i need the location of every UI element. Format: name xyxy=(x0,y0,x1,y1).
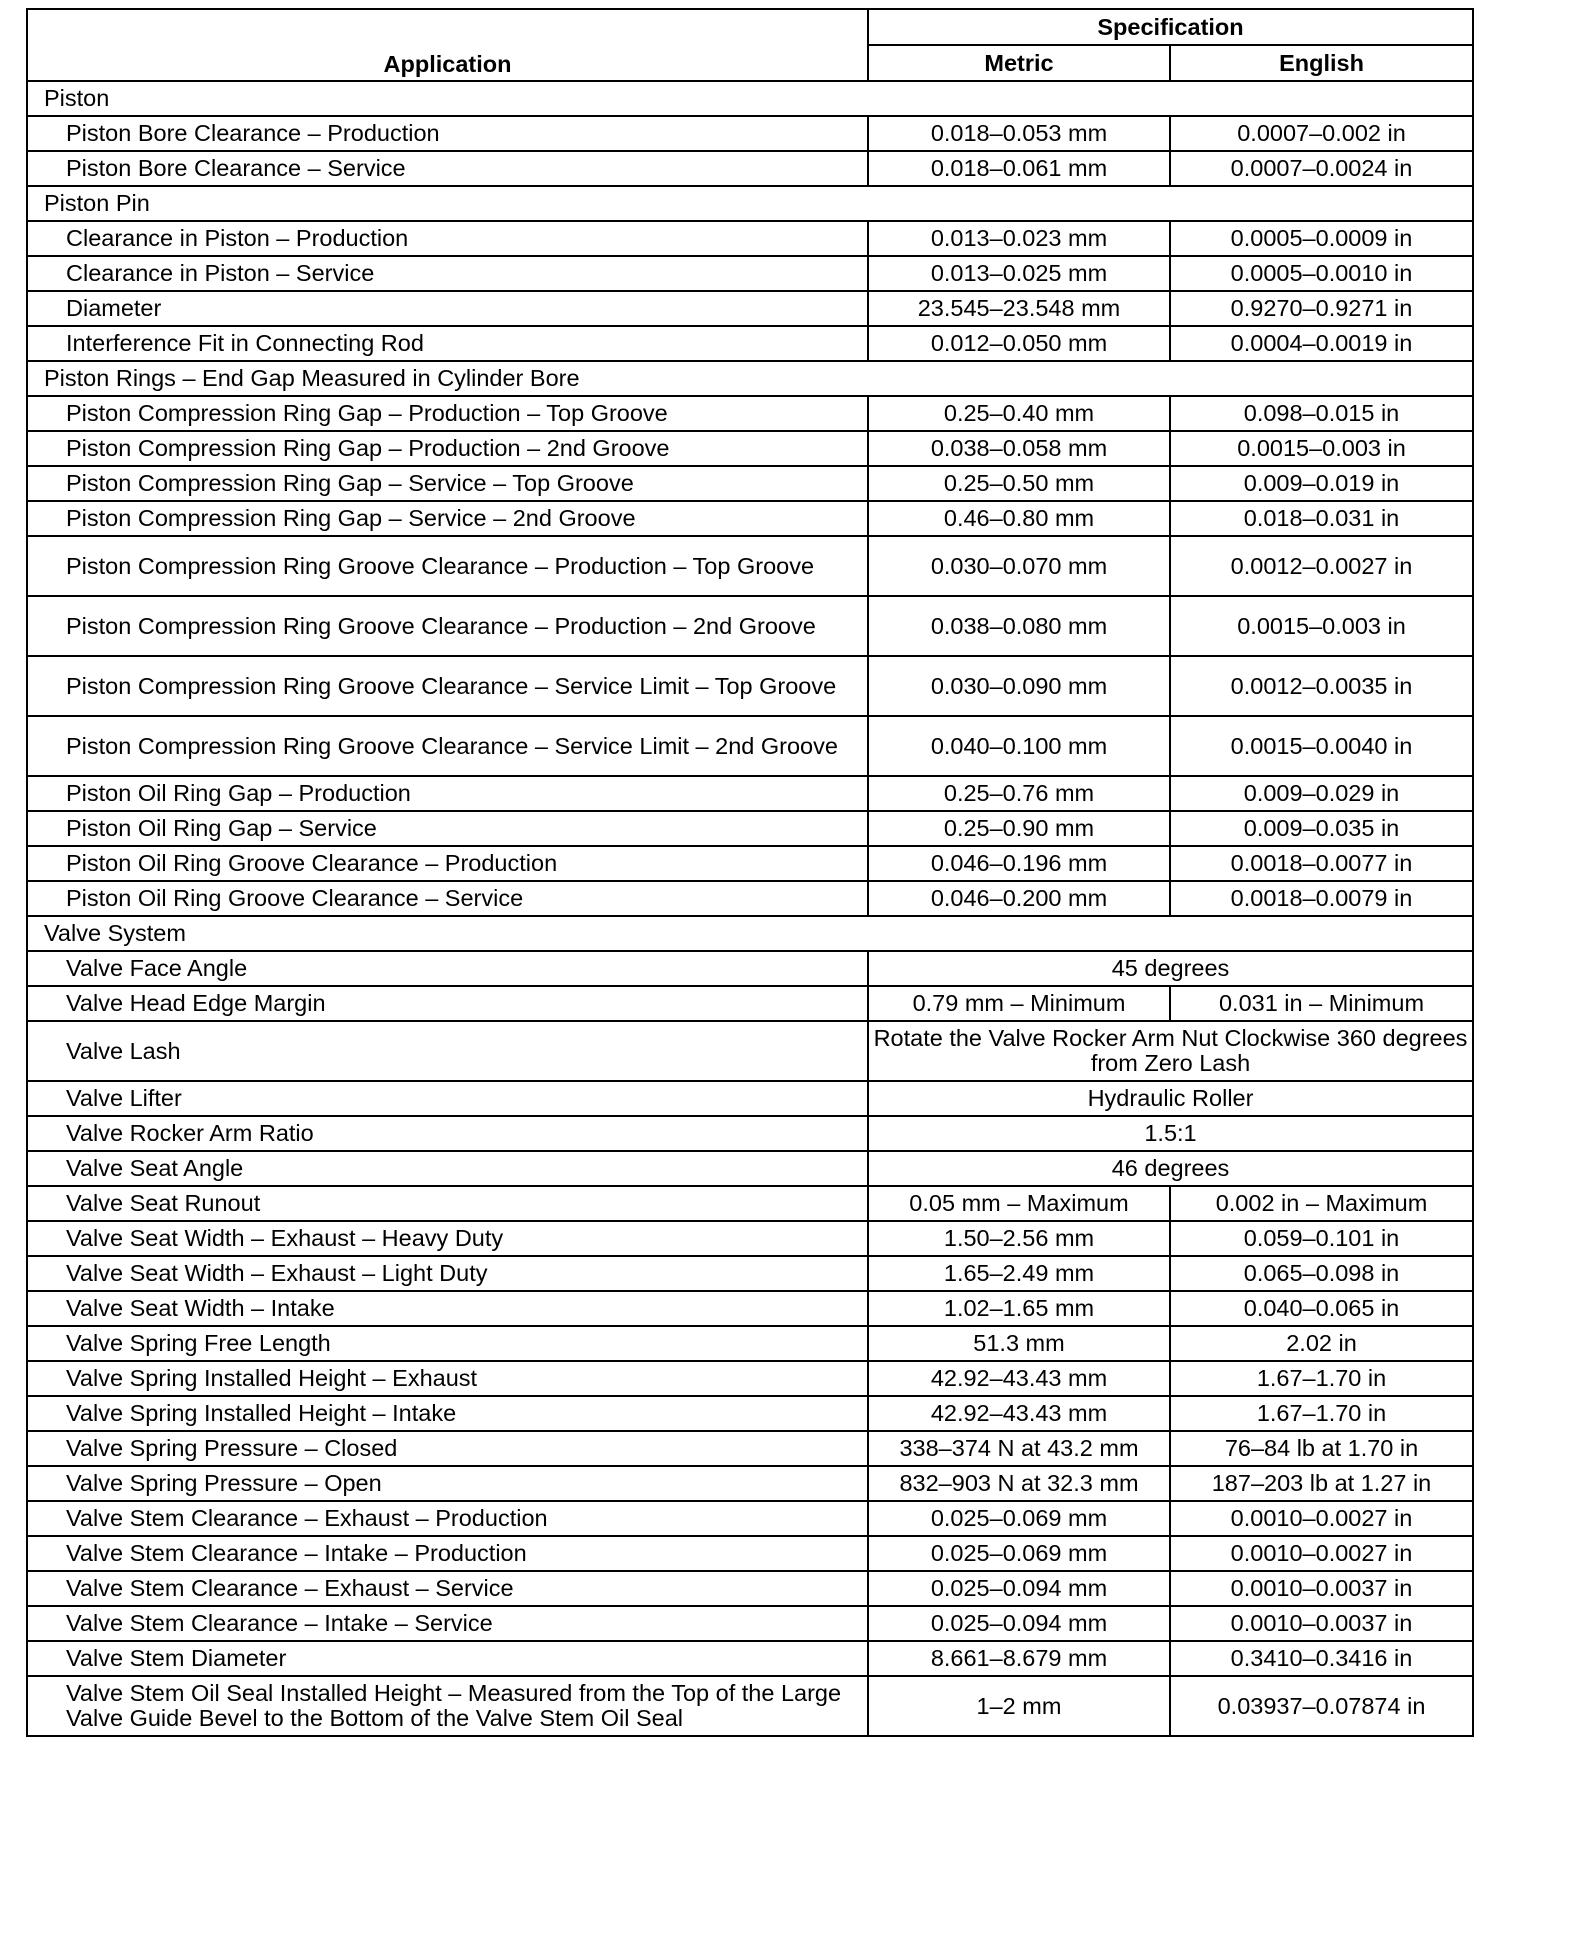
english-cell: 0.0004–0.0019 in xyxy=(1170,326,1473,361)
metric-cell: 0.79 mm – Minimum xyxy=(868,986,1170,1021)
table-row xyxy=(27,1676,1473,1736)
application-cell: Piston Oil Ring Gap – Production xyxy=(27,776,868,811)
application-cell: Valve Face Angle xyxy=(27,951,868,986)
table-row xyxy=(27,1186,1473,1221)
metric-cell: 0.025–0.069 mm xyxy=(868,1501,1170,1536)
table-row xyxy=(27,1361,1473,1396)
metric-cell: 0.013–0.025 mm xyxy=(868,256,1170,291)
table-row xyxy=(27,1571,1473,1606)
table-row xyxy=(27,291,1473,326)
application-cell: Valve Head Edge Margin xyxy=(27,986,868,1021)
metric-cell: 0.012–0.050 mm xyxy=(868,326,1170,361)
metric-cell: 42.92–43.43 mm xyxy=(868,1361,1170,1396)
table-row xyxy=(27,716,1473,776)
application-cell: Valve Spring Installed Height – Intake xyxy=(27,1396,868,1431)
english-cell: 0.002 in – Maximum xyxy=(1170,1186,1473,1221)
english-cell: 0.0015–0.0040 in xyxy=(1170,716,1473,776)
metric-cell: 1.65–2.49 mm xyxy=(868,1256,1170,1291)
specification-table xyxy=(26,8,1474,1737)
application-cell: Valve Lifter xyxy=(27,1081,868,1116)
english-cell: 0.0005–0.0010 in xyxy=(1170,256,1473,291)
english-cell: 0.0018–0.0077 in xyxy=(1170,846,1473,881)
table-row xyxy=(27,1151,1473,1186)
english-cell: 0.018–0.031 in xyxy=(1170,501,1473,536)
combined-spec-cell: 45 degrees xyxy=(868,951,1473,986)
application-cell: Piston Compression Ring Groove Clearance – Production – Top Groove xyxy=(27,536,868,596)
metric-cell: 0.046–0.200 mm xyxy=(868,881,1170,916)
table-row xyxy=(27,256,1473,291)
application-cell: Valve Stem Clearance – Exhaust – Production xyxy=(27,1501,868,1536)
english-cell: 0.059–0.101 in xyxy=(1170,1221,1473,1256)
english-cell: 0.0005–0.0009 in xyxy=(1170,221,1473,256)
combined-spec-cell: Hydraulic Roller xyxy=(868,1081,1473,1116)
application-cell: Valve Stem Clearance – Intake – Production xyxy=(27,1536,868,1571)
section-title: Piston Pin xyxy=(27,186,1473,221)
english-cell: 0.9270–0.9271 in xyxy=(1170,291,1473,326)
combined-spec-cell: 46 degrees xyxy=(868,1151,1473,1186)
application-cell: Piston Compression Ring Groove Clearance – Service Limit – 2nd Groove xyxy=(27,716,868,776)
table-row xyxy=(27,326,1473,361)
table-row xyxy=(27,986,1473,1021)
application-cell: Valve Stem Clearance – Intake – Service xyxy=(27,1606,868,1641)
table-row xyxy=(27,501,1473,536)
metric-cell: 1–2 mm xyxy=(868,1676,1170,1736)
table-body xyxy=(27,81,1473,1736)
english-cell: 0.0015–0.003 in xyxy=(1170,596,1473,656)
metric-cell: 23.545–23.548 mm xyxy=(868,291,1170,326)
metric-cell: 0.038–0.058 mm xyxy=(868,431,1170,466)
metric-cell: 0.013–0.023 mm xyxy=(868,221,1170,256)
metric-header: Metric xyxy=(868,45,1170,81)
metric-cell: 0.25–0.90 mm xyxy=(868,811,1170,846)
metric-cell: 0.025–0.094 mm xyxy=(868,1606,1170,1641)
english-cell: 0.0010–0.0027 in xyxy=(1170,1536,1473,1571)
table-row xyxy=(27,1431,1473,1466)
metric-cell: 0.046–0.196 mm xyxy=(868,846,1170,881)
metric-cell: 0.038–0.080 mm xyxy=(868,596,1170,656)
english-cell: 0.0018–0.0079 in xyxy=(1170,881,1473,916)
metric-cell: 0.030–0.090 mm xyxy=(868,656,1170,716)
section-row xyxy=(27,81,1473,116)
table-row xyxy=(27,396,1473,431)
table-row xyxy=(27,881,1473,916)
english-cell: 0.065–0.098 in xyxy=(1170,1256,1473,1291)
english-cell: 0.0012–0.0035 in xyxy=(1170,656,1473,716)
application-cell: Piston Compression Ring Gap – Production – Top Groove xyxy=(27,396,868,431)
application-cell: Piston Oil Ring Gap – Service xyxy=(27,811,868,846)
english-cell: 0.0010–0.0037 in xyxy=(1170,1571,1473,1606)
table-row xyxy=(27,1021,1473,1081)
application-cell: Valve Seat Runout xyxy=(27,1186,868,1221)
table-row xyxy=(27,1641,1473,1676)
metric-cell: 0.46–0.80 mm xyxy=(868,501,1170,536)
table-row xyxy=(27,1326,1473,1361)
application-cell: Piston Compression Ring Groove Clearance – Production – 2nd Groove xyxy=(27,596,868,656)
metric-cell: 832–903 N at 32.3 mm xyxy=(868,1466,1170,1501)
application-cell: Valve Seat Width – Exhaust – Light Duty xyxy=(27,1256,868,1291)
metric-cell: 8.661–8.679 mm xyxy=(868,1641,1170,1676)
metric-cell: 0.25–0.76 mm xyxy=(868,776,1170,811)
table-row xyxy=(27,536,1473,596)
metric-cell: 0.025–0.094 mm xyxy=(868,1571,1170,1606)
english-cell: 0.0010–0.0027 in xyxy=(1170,1501,1473,1536)
table-row xyxy=(27,596,1473,656)
application-cell: Valve Stem Clearance – Exhaust – Service xyxy=(27,1571,868,1606)
application-cell: Valve Seat Angle xyxy=(27,1151,868,1186)
metric-cell: 0.05 mm – Maximum xyxy=(868,1186,1170,1221)
table-row xyxy=(27,1396,1473,1431)
table-row xyxy=(27,151,1473,186)
table-row xyxy=(27,466,1473,501)
application-cell: Piston Bore Clearance – Service xyxy=(27,151,868,186)
table-row xyxy=(27,1291,1473,1326)
application-cell: Piston Bore Clearance – Production xyxy=(27,116,868,151)
specification-header: Specification xyxy=(868,9,1473,45)
application-cell: Valve Lash xyxy=(27,1021,868,1081)
english-cell: 0.03937–0.07874 in xyxy=(1170,1676,1473,1736)
table-row xyxy=(27,221,1473,256)
application-cell: Clearance in Piston – Service xyxy=(27,256,868,291)
metric-cell: 0.040–0.100 mm xyxy=(868,716,1170,776)
section-title: Valve System xyxy=(27,916,1473,951)
header-row-top xyxy=(27,9,1473,45)
table-row xyxy=(27,1256,1473,1291)
section-row xyxy=(27,186,1473,221)
metric-cell: 338–374 N at 43.2 mm xyxy=(868,1431,1170,1466)
english-cell: 0.009–0.019 in xyxy=(1170,466,1473,501)
english-cell: 1.67–1.70 in xyxy=(1170,1396,1473,1431)
application-cell: Interference Fit in Connecting Rod xyxy=(27,326,868,361)
table-row xyxy=(27,1606,1473,1641)
metric-cell: 42.92–43.43 mm xyxy=(868,1396,1170,1431)
english-cell: 0.0012–0.0027 in xyxy=(1170,536,1473,596)
application-cell: Valve Spring Free Length xyxy=(27,1326,868,1361)
combined-spec-cell: Rotate the Valve Rocker Arm Nut Clockwise 360 degrees from Zero Lash xyxy=(868,1021,1473,1081)
metric-cell: 0.018–0.053 mm xyxy=(868,116,1170,151)
english-cell: 0.098–0.015 in xyxy=(1170,396,1473,431)
english-cell: 76–84 lb at 1.70 in xyxy=(1170,1431,1473,1466)
application-cell: Valve Spring Pressure – Closed xyxy=(27,1431,868,1466)
section-title: Piston xyxy=(27,81,1473,116)
section-title: Piston Rings – End Gap Measured in Cylinder Bore xyxy=(27,361,1473,396)
english-cell: 0.3410–0.3416 in xyxy=(1170,1641,1473,1676)
application-header: Application xyxy=(27,9,868,81)
combined-spec-cell: 1.5:1 xyxy=(868,1116,1473,1151)
table-row xyxy=(27,1116,1473,1151)
table-row xyxy=(27,1081,1473,1116)
section-row xyxy=(27,916,1473,951)
application-cell: Valve Stem Diameter xyxy=(27,1641,868,1676)
english-cell: 0.0007–0.0024 in xyxy=(1170,151,1473,186)
table-row xyxy=(27,116,1473,151)
english-cell: 0.0010–0.0037 in xyxy=(1170,1606,1473,1641)
english-cell: 1.67–1.70 in xyxy=(1170,1361,1473,1396)
english-cell: 0.040–0.065 in xyxy=(1170,1291,1473,1326)
english-cell: 0.0015–0.003 in xyxy=(1170,431,1473,466)
application-cell: Piston Oil Ring Groove Clearance – Production xyxy=(27,846,868,881)
metric-cell: 1.02–1.65 mm xyxy=(868,1291,1170,1326)
table-row xyxy=(27,1221,1473,1256)
application-cell: Piston Compression Ring Gap – Service – 2nd Groove xyxy=(27,501,868,536)
table-row xyxy=(27,811,1473,846)
application-cell: Valve Seat Width – Intake xyxy=(27,1291,868,1326)
english-cell: 187–203 lb at 1.27 in xyxy=(1170,1466,1473,1501)
metric-cell: 0.25–0.40 mm xyxy=(868,396,1170,431)
table-row xyxy=(27,846,1473,881)
table-row xyxy=(27,951,1473,986)
table-row xyxy=(27,431,1473,466)
application-cell: Valve Stem Oil Seal Installed Height – Measured from the Top of the Large Valve Guide Bevel to the Bottom of the Valve Stem Oil Seal xyxy=(27,1676,868,1736)
application-cell: Valve Spring Installed Height – Exhaust xyxy=(27,1361,868,1396)
table-row xyxy=(27,1536,1473,1571)
metric-cell: 0.018–0.061 mm xyxy=(868,151,1170,186)
english-cell: 0.009–0.035 in xyxy=(1170,811,1473,846)
application-cell: Piston Compression Ring Groove Clearance – Service Limit – Top Groove xyxy=(27,656,868,716)
metric-cell: 0.025–0.069 mm xyxy=(868,1536,1170,1571)
english-cell: 2.02 in xyxy=(1170,1326,1473,1361)
application-cell: Piston Compression Ring Gap – Service – Top Groove xyxy=(27,466,868,501)
application-cell: Valve Rocker Arm Ratio xyxy=(27,1116,868,1151)
section-row xyxy=(27,361,1473,396)
metric-cell: 1.50–2.56 mm xyxy=(868,1221,1170,1256)
metric-cell: 0.25–0.50 mm xyxy=(868,466,1170,501)
application-cell: Diameter xyxy=(27,291,868,326)
table-row xyxy=(27,656,1473,716)
metric-cell: 51.3 mm xyxy=(868,1326,1170,1361)
table-row xyxy=(27,776,1473,811)
application-cell: Piston Compression Ring Gap – Production – 2nd Groove xyxy=(27,431,868,466)
english-cell: 0.009–0.029 in xyxy=(1170,776,1473,811)
english-header: English xyxy=(1170,45,1473,81)
table-row xyxy=(27,1501,1473,1536)
table-row xyxy=(27,1466,1473,1501)
metric-cell: 0.030–0.070 mm xyxy=(868,536,1170,596)
application-cell: Piston Oil Ring Groove Clearance – Service xyxy=(27,881,868,916)
application-cell: Valve Seat Width – Exhaust – Heavy Duty xyxy=(27,1221,868,1256)
application-cell: Clearance in Piston – Production xyxy=(27,221,868,256)
english-cell: 0.031 in – Minimum xyxy=(1170,986,1473,1021)
application-cell: Valve Spring Pressure – Open xyxy=(27,1466,868,1501)
english-cell: 0.0007–0.002 in xyxy=(1170,116,1473,151)
